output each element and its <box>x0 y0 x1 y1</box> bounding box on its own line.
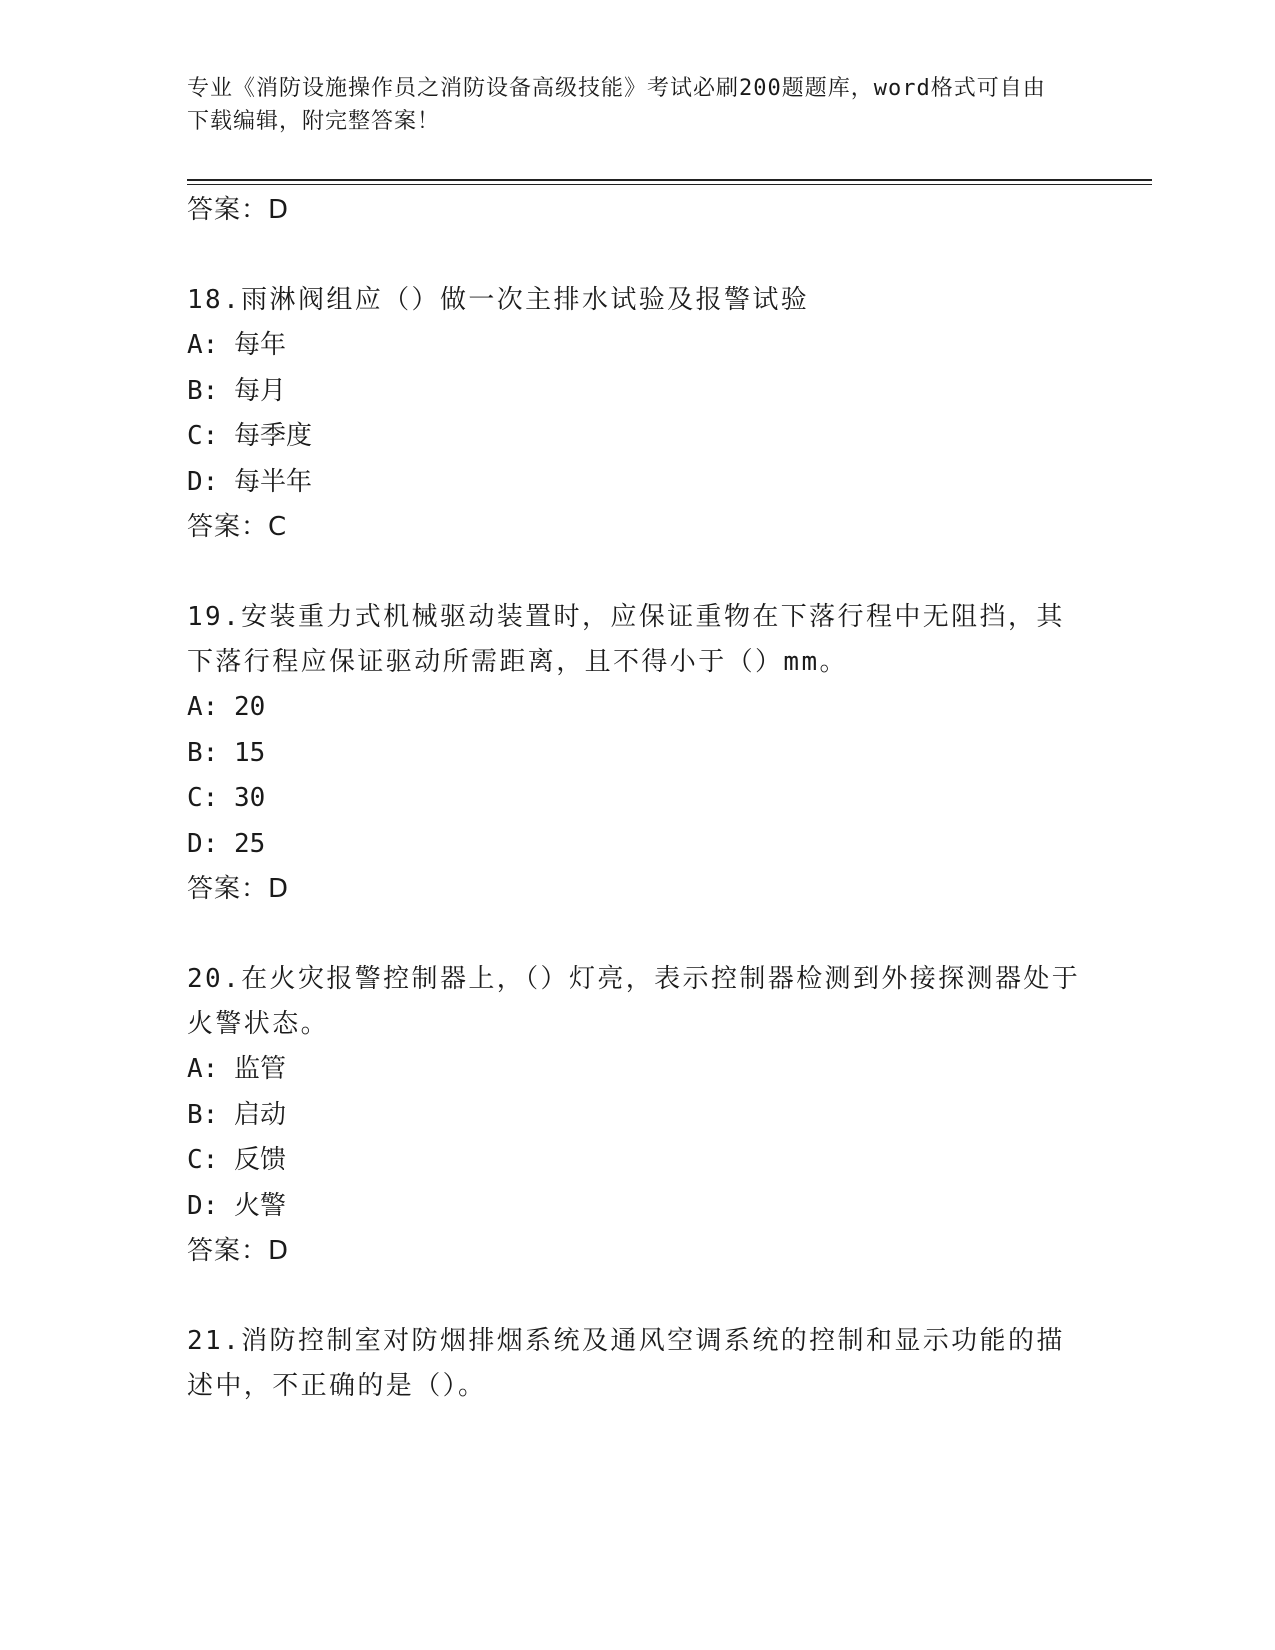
header-divider-thick <box>187 179 1152 181</box>
option-b: B: 启动 <box>187 1099 286 1130</box>
question-answer: 答案：D <box>187 1236 290 1266</box>
option-d: D: 25 <box>187 828 266 859</box>
previous-answer: 答案：D <box>187 195 290 225</box>
header-divider-thin <box>187 184 1152 185</box>
option-b: B: 15 <box>187 737 266 768</box>
question-20 <box>187 957 1082 1274</box>
question-stem: 19.安装重力式机械驱动装置时，应保证重物在下落行程中无阻挡，其下落行程应保证驱动所需距离，且不得小于（）mm。 <box>187 602 1065 677</box>
option-c: C: 30 <box>187 783 266 813</box>
question-stem: 21.消防控制室对防烟排烟系统及通风空调系统的控制和显示功能的描述中，不正确的是（）。 <box>187 1326 1065 1401</box>
option-b: B: 每月 <box>187 375 286 406</box>
question-answer: 答案：C <box>187 512 288 542</box>
question-18 <box>187 278 1082 550</box>
question-stem: 20.在火灾报警控制器上，（）灯亮，表示控制器检测到外接探测器处于火警状态。 <box>187 964 1081 1039</box>
question-stem: 18.雨淋阀组应（）做一次主排水试验及报警试验 <box>187 285 810 315</box>
option-c: C: 每季度 <box>187 421 312 451</box>
question-answer: 答案：D <box>187 874 290 904</box>
option-d: D: 每半年 <box>187 466 312 497</box>
document-header: 专业《消防设施操作员之消防设备高级技能》考试必刷200题题库，word格式可自由下载编辑，附完整答案！ <box>187 76 1046 134</box>
question-list <box>187 188 1082 1409</box>
option-c: C: 反馈 <box>187 1145 286 1175</box>
question-19 <box>187 595 1082 912</box>
option-d: D: 火警 <box>187 1190 286 1221</box>
option-a: A: 每年 <box>187 330 286 360</box>
option-a: A: 监管 <box>187 1054 286 1084</box>
option-a: A: 20 <box>187 692 266 722</box>
question-21 <box>187 1319 1082 1409</box>
